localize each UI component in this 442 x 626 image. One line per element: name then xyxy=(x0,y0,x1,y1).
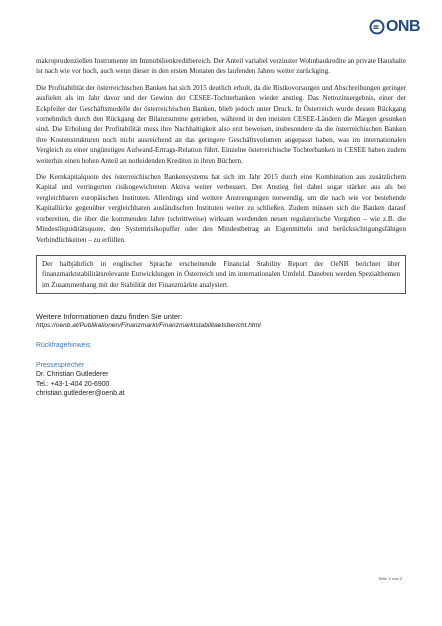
paragraph-2: Die Profitabilität der österreichischen Banken hat sich 2015 deutlich erholt, da die Risikovorsorgen und Abschreibungen geringer ausfielen als im Jahr davor und der Gewinn der CESEE-Tochterbanken wieder anstieg. Das Nettozinsergebnis, einer der Eckpfeiler der Geschäftsmodelle der österreichischen Banken, blieb jedoch unter Druck. In Österreich wurde dessen Rückgang vornehmlich durch den Rückgang der Bilanzsumme getrieben, während in den meisten CESEE-Ländern die Margen gesunken sind. Die Erholung der Profitabilität muss ihre Nachhaltigkeit also erst beweisen, insbesondere da die österreichischen Banken ihre Kostenstrukturen noch nicht ausreichend an das geringere Geschäftsvolumen angepasst haben, was im internationalen Vergleich zu einer ungünstigen Aufwand-Ertrags-Relation führt. Einzelne österreichische Tochterbanken in CESEE haben zudem weiterhin einen hohen Anteil an notleidenden Krediten in ihren Büchern. xyxy=(36,83,406,165)
press-contact xyxy=(36,361,406,398)
paragraph-3: Die Kernkapitalquote des österreichischen Bankensystems hat sich im Jahr 2015 durch eine Kombination aus zusätzlichem Kapital und verringerten risikogewichteten Aktiva weiter verbessert. Der Anstieg fiel dabei sogar stärker aus als bei vergleichbaren europäischen Instituten. Allerdings sind weitere Anstrengungen notwendig, um die nach wie vor bestehende Kapitallücke gegenüber vergleichbaren ausländischen Instituten weiter zu schließen. Zudem müssen sich die Banken darauf vorbereiten, die über die kommenden Jahre (schrittweise) wirksam werdenden neuen regulatorische Vorgaben – wie z.B. die Mindestliquiditätsquote, den Systemrisikopuffer oder den Mindestbetrag an Eigenmitteln und berücksichtigungsfähigen Verbindlichkeiten – zu erfüllen. xyxy=(36,173,406,244)
press-name: Dr. Christian Gutlederer xyxy=(36,371,109,379)
rueckfrage-heading: Rückfragehinweis xyxy=(36,342,91,350)
info-box: Der halbjährlich in englischer Sprache erscheinende Financial Stability Report der OeNB berichtet über finanzmarktstabilitätsrelevante Entwicklungen in Österreich und im internationalen Umfeld. Daneben werden Spezialthemen im Zusammenhang mit der Stabilität der Finanzmärkte analysiert. xyxy=(36,255,406,294)
euro-circle-icon xyxy=(369,19,385,35)
press-role: Pressesprecher xyxy=(36,362,85,370)
more-info-label: Weitere Informationen dazu finden Sie unter: xyxy=(36,312,183,322)
oenb-logo xyxy=(369,18,420,36)
more-info-url[interactable]: https://oenb.at/Publikationen/Finanzmarkt/Finanzmarktstabilitaetsbericht.html xyxy=(36,322,261,330)
document-body xyxy=(36,56,406,398)
logo-text: ONB xyxy=(385,18,420,35)
press-email[interactable]: christian.gutlederer@oenb.at xyxy=(36,390,125,398)
paragraph-1: makroprudenziellen Instrumente im Immobilienkreditbereich. Der Anteil variabel verzinster Wohnbaukredite an private Haushalte ist nach wie vor hoch, auch wenn dieser in den ersten Monaten des laufenden Jahres weiter zurückging. xyxy=(36,57,407,76)
press-tel: Tel.: +43-1-404 20-6900 xyxy=(36,380,110,388)
page-footer: Seite 2 von 2 xyxy=(378,576,402,581)
